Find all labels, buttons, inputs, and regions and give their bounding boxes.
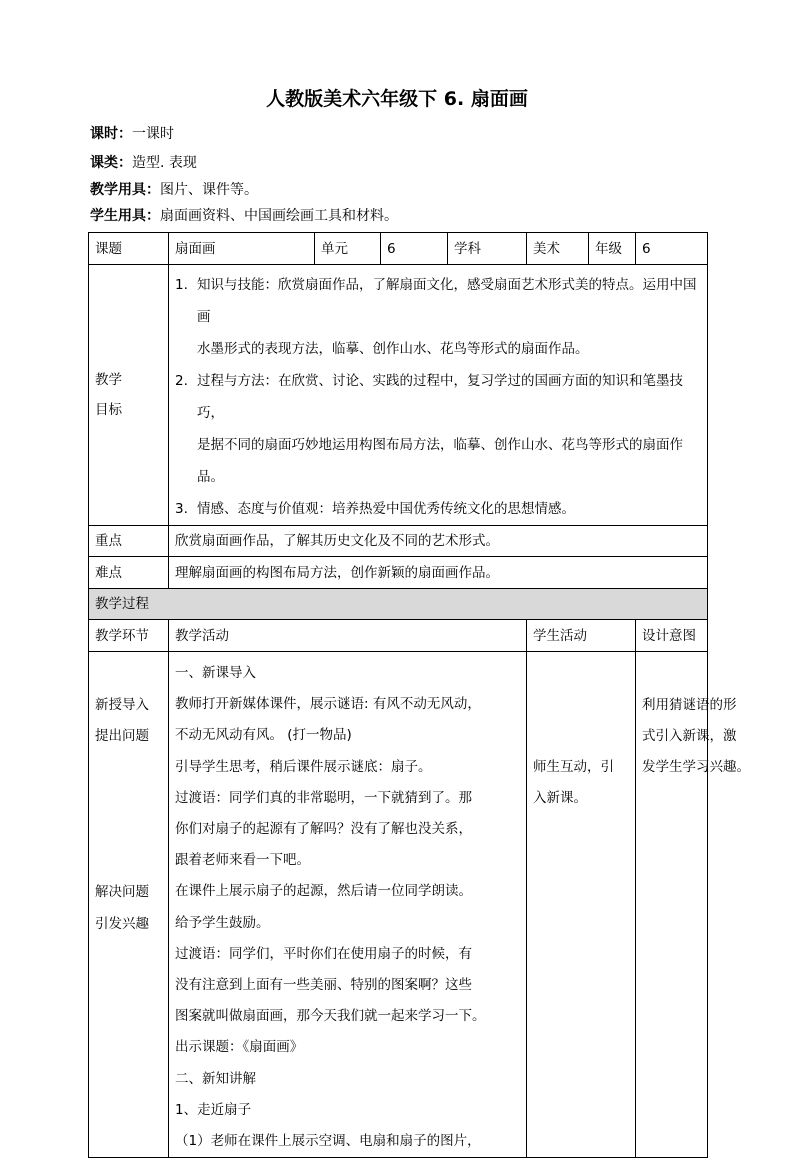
difficulty-row <box>89 557 708 589</box>
objectives-label-line: 目标 <box>95 402 122 418</box>
activity-line: （1）老师在课件上展示空调、电扇和扇子的图片， <box>175 1133 481 1150</box>
meta-label: 课时： <box>90 126 132 142</box>
activity-line: 图案就叫做扇面画，那今天我们就一起来学习一下。 <box>175 1008 486 1025</box>
column-header-student: 学生活动 <box>527 620 636 652</box>
activity-line: 教师打开新媒体课件，展示谜语: 有风不动无风动， <box>175 696 481 713</box>
stage-line: 新授导入 <box>95 697 149 713</box>
difficulty-label: 难点 <box>89 557 169 589</box>
process-columns-row <box>89 620 708 652</box>
meta-label: 教学用具： <box>90 182 160 198</box>
intent-line: 式引入新课，激 <box>642 728 737 745</box>
key-point-label: 重点 <box>89 526 169 557</box>
activity-line: 给予学生鼓励。 <box>175 914 270 931</box>
lesson-plan-table <box>88 232 750 1158</box>
intent-line: 发学生学习兴趣。 <box>642 759 750 776</box>
subject-value: 美术 <box>527 233 589 265</box>
activity-line: 在课件上展示扇子的起源，然后请一位同学朗读。 <box>175 883 472 900</box>
student-line: 入新课。 <box>533 790 587 807</box>
objective-line: 水墨形式的表现方法，临摹、创作山水、花鸟等形式的扇面作品。 <box>197 341 589 357</box>
meta-value: 扇面画资料、中国画绘画工具和材料。 <box>160 208 398 224</box>
unit-value: 6 <box>381 233 448 265</box>
design-intent-cell <box>636 652 750 1158</box>
column-header-intent: 设计意图 <box>636 620 708 652</box>
meta-value: 一课时 <box>132 126 174 142</box>
intent-line: 利用猜谜语的形 <box>642 697 737 713</box>
grade-label: 年级 <box>589 233 636 265</box>
objectives-label <box>89 265 169 526</box>
stage-cell <box>89 652 169 1158</box>
process-header-row <box>89 589 708 620</box>
objective-item <box>175 269 701 365</box>
objective-number: 3. <box>175 501 188 517</box>
column-header-stage: 教学环节 <box>89 620 169 652</box>
student-line: 师生互动，引 <box>533 759 614 775</box>
activity-line: 过渡语：同学们，平时你们在使用扇子的时候，有 <box>175 945 472 962</box>
activity-line: 不动无风动有风。 (打一物品) <box>175 727 352 744</box>
process-header: 教学过程 <box>89 589 708 620</box>
activity-line: 一、新课导入 <box>175 665 256 681</box>
meta-label: 学生用具： <box>90 208 160 224</box>
grade-value: 6 <box>636 233 708 265</box>
objective-item <box>175 365 701 493</box>
objective-number: 2. <box>175 373 188 389</box>
activity-line: 引导学生思考，稍后课件展示谜底：扇子。 <box>175 758 432 775</box>
topic-value: 扇面画 <box>169 233 315 265</box>
activity-cell <box>169 652 527 1158</box>
stage-line: 引发兴趣 <box>95 915 149 932</box>
activity-line: 过渡语：同学们真的非常聪明，一下就猜到了。那 <box>175 789 472 806</box>
meta-teaching-tools <box>90 180 258 200</box>
key-point-row <box>89 526 708 557</box>
stage-line: 提出问题 <box>95 728 149 745</box>
meta-value: 图片、课件等。 <box>160 182 258 198</box>
objectives-label-line: 教学 <box>95 372 122 388</box>
meta-student-tools <box>90 206 398 226</box>
objectives-content <box>169 265 708 526</box>
objective-line: 情感、态度与价值观：培养热爱中国优秀传统文化的思想情感。 <box>197 501 575 517</box>
activity-line: 出示课题：《扇面画》 <box>175 1039 304 1056</box>
header-row <box>89 233 708 265</box>
topic-label: 课题 <box>89 233 169 265</box>
page-title: 人教版美术六年级下 6. 扇面画 <box>266 88 528 110</box>
column-header-activity: 教学活动 <box>169 620 527 652</box>
key-point-text: 欣赏扇面画作品，了解其历史文化及不同的艺术形式。 <box>169 526 708 557</box>
objective-number: 1. <box>175 277 188 293</box>
meta-class-hours <box>90 124 174 144</box>
subject-label: 学科 <box>448 233 527 265</box>
activity-line: 1、走近扇子 <box>175 1101 252 1118</box>
objective-line: 是据不同的扇面巧妙地运用构图布局方法，临摹、创作山水、花鸟等形式的扇面作品。 <box>197 437 683 485</box>
activity-line: 跟着老师来看一下吧。 <box>175 852 310 869</box>
student-activity-cell <box>527 652 636 1158</box>
activity-line: 你们对扇子的起源有了解吗？没有了解也没关系， <box>175 821 472 838</box>
process-row <box>89 652 708 1158</box>
objective-item <box>175 493 701 525</box>
stage-line: 解决问题 <box>95 884 149 901</box>
meta-class-type <box>90 153 197 173</box>
objectives-row <box>89 265 708 526</box>
objective-line: 过程与方法：在欣赏、讨论、实践的过程中，复习学过的国画方面的知识和笔墨技巧， <box>197 373 683 421</box>
meta-value: 造型. 表现 <box>132 155 197 171</box>
objective-line: 知识与技能：欣赏扇面作品，了解扇面文化，感受扇面艺术形式美的特点。运用中国画 <box>197 277 697 325</box>
unit-label: 单元 <box>315 233 381 265</box>
meta-label: 课类： <box>90 155 132 171</box>
activity-line: 二、新知讲解 <box>175 1070 256 1087</box>
activity-line: 没有注意到上面有一些美丽、特别的图案啊？这些 <box>175 977 472 994</box>
difficulty-text: 理解扇面画的构图布局方法，创作新颖的扇面画作品。 <box>169 557 708 589</box>
